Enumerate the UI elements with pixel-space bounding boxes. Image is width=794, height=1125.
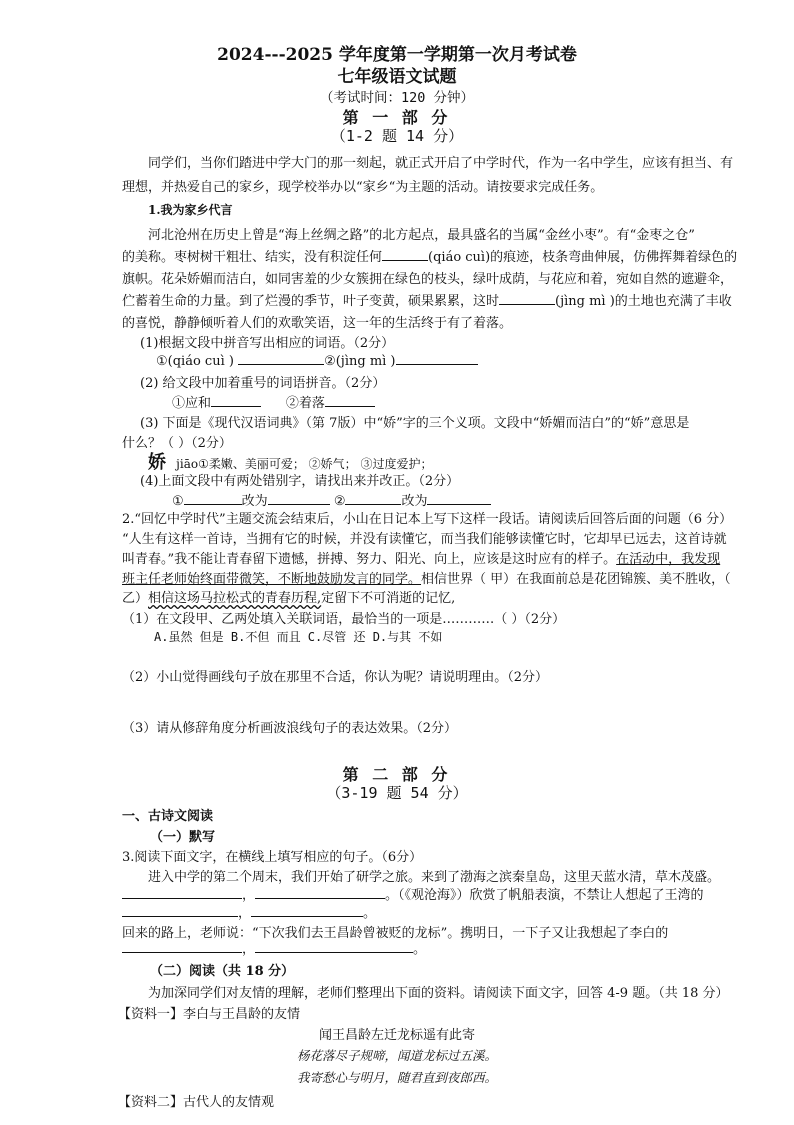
q1-sub-4-blanks: ① 改为 ② 改为: [172, 490, 491, 509]
q1-para-5: 的喜悦，静静倾听着人们的欢歌笑语，这一年的生活终于有了着落。: [122, 316, 513, 331]
material-1-label: 【资料一】李白与王昌龄的友情: [118, 1007, 301, 1022]
q1-sub-3-line2: 什么？（ ）（2分）: [122, 436, 232, 451]
q1-para-3: 旗帜。花朵娇媚而洁白，如同害羞的少女簇拥在绿色的枝头，绿叶成荫，与花应和着，宛如自然的遮避伞，: [122, 272, 734, 287]
q1-heading: 1.我为家乡代言: [148, 203, 233, 217]
poem-line-2: 我寄愁心与明月，随君直到夜郎西。: [296, 1070, 497, 1085]
q3-stem: 3.阅读下面文字，在横线上填写相应的句子。（6分）: [122, 850, 423, 865]
q1-para-4: 伫蓄着生命的力量。到了烂漫的季节，叶子变黄，硕果累累，这时 (jìng mì )的土地也充满了丰收: [122, 294, 732, 309]
q1-sub-2-blanks: ①应和 ②着落: [172, 392, 375, 411]
intro-line-1: 同学们，当你们踏进中学大门的那一刻起，就正式开启了中学时代，作为一名中学生，应该有担当、有: [148, 156, 734, 171]
section-classical: 一、古诗文阅读: [122, 809, 214, 824]
q1-sub-4: (4)上面文段中有两处错别字，请找出来并改正。（2分）: [140, 474, 460, 489]
q1-sub-3: (3) 下面是《现代汉语词典》（第 7版）中“娇”字的三个义项。文段中“娇媚而洁白”的“娇”意思是: [140, 416, 690, 431]
q2-line-2: “人生有这样一首诗，当拥有它的时候，并没有读懂它，而当我们能够读懂它时，它却早已远去，这首诗就: [122, 532, 727, 547]
exam-title: 2024---2025 学年度第一学期第一次月考试卷: [217, 45, 577, 65]
q2-options: A.虽然 但是 B.不但 而且 C.尽管 还 D.与其 不如: [154, 630, 443, 644]
q1-para-1: 河北沧州在历史上曾是“海上丝绸之路”的北方起点，最具盛名的当属“金丝小枣”。有“金枣之仓”: [148, 228, 695, 243]
q3-text-1: 进入中学的第二个周末，我们开始了研学之旅。来到了渤海之滨秦皇岛，这里天蓝水清，草木茂盛。: [148, 870, 721, 885]
q2-line-1: 2.“回忆中学时代”主题交流会结束后，小山在日记本上写下这样一段话。请阅读后回答后面的问题（6 分）: [122, 512, 733, 527]
exam-subtitle: 七年级语文试题: [337, 67, 457, 87]
part1-title: 第 一 部 分: [342, 108, 452, 127]
q3-text-2: 回来的路上，老师说：“下次我们去王昌龄曾被贬的龙标”。携明日，一下子又让我想起了李白的: [122, 926, 669, 941]
poem-title: 闻王昌龄左迁龙标遥有此寄: [318, 1028, 475, 1043]
dictionary-char: 娇: [148, 452, 166, 473]
q1-sub-2: (2) 给文段中加着重号的词语拼音。（2分）: [140, 376, 386, 391]
q2-sub-2: （2）小山觉得画线句子放在那里不合适，你认为呢？请说明理由。（2分）: [122, 670, 549, 685]
q2-line-5: 乙）相信这场马拉松式的青春历程,定留下不可消逝的记忆,: [122, 591, 456, 606]
section-reading: （二）阅读（共 18 分）: [150, 964, 295, 979]
section-dictation: （一）默写: [150, 830, 216, 845]
q1-para-2: 的美称。枣树树干粗壮、结实，没有积淀任何 (qiáo cuì)的痕迹，枝条弯曲伸展，仿佛挥舞着绿色的: [122, 250, 738, 265]
q2-sub-3: （3）请从修辞角度分析画波浪线句子的表达效果。（2分）: [122, 721, 458, 736]
poem-line-1: 杨花落尽子规啼，闻道龙标过五溪。: [296, 1048, 497, 1063]
reading-intro: 为加深同学们对友情的理解，老师们整理出下面的资料。请阅读下面文字，回答 4-9 题。（共 18 分）: [148, 986, 729, 1001]
material-2-label: 【资料二】古代人的友情观: [118, 1095, 275, 1110]
q2-line-3: 叫青春。”我不能让青春留下遗憾，拼搏、努力、阳光、向上，应该是这时应有的样子。在活动中，我发现: [122, 552, 721, 567]
exam-time: （考试时间：120 分钟）: [319, 90, 474, 106]
part1-range: （1-2 题 14 分）: [330, 127, 464, 145]
q3-blanks-2: ， 。: [122, 902, 376, 921]
part2-title: 第 二 部 分: [342, 765, 452, 784]
intro-line-2: 理想，并热爱自己的家乡，现学校举办以“家乡“为主题的活动。请按要求完成任务。: [122, 180, 604, 195]
q1-sub-1: (1)根据文段中拼音写出相应的词语。（2分）: [140, 336, 395, 351]
part2-range: （3-19 题 54 分）: [326, 784, 468, 802]
q2-line-4: 班主任老师始终面带微笑，不断地鼓励发言的同学。相信世界（ 甲）在我面前总是花团锦簇、美不胜收，（: [122, 572, 731, 587]
q2-sub-1: （1）在文段甲、乙两处填入关联词语，最恰当的一项是…………（ ）（2分）: [122, 612, 566, 627]
q3-blanks-3: ， 。: [122, 938, 426, 957]
q1-sub-1-blanks: ①(qiáo cuì ) ②(jìng mì ): [156, 352, 478, 369]
dictionary-definitions: jiāo①柔嫩、美丽可爱； ②娇气； ③过度爱护；: [176, 457, 433, 471]
q3-blanks-1: ， 。（《观沧海》）欣赏了帆船表演，不禁让人想起了王湾的: [122, 884, 704, 903]
